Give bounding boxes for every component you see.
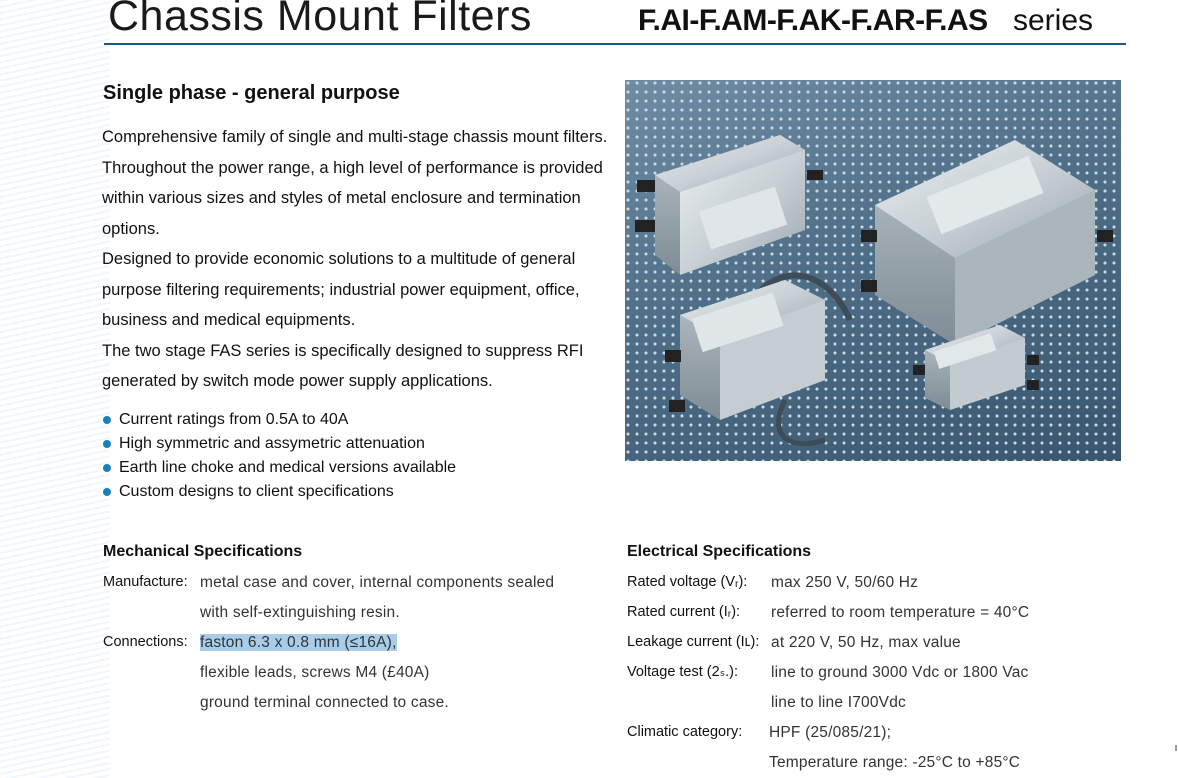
climatic-category-label: Climatic category:: [627, 724, 743, 740]
connections-line-1: [200, 634, 397, 652]
leakage-current-value: at 220 V, 50 Hz, max value: [771, 634, 961, 651]
bullet-dot-icon: [103, 416, 111, 424]
bullet-dot-icon: [103, 464, 111, 472]
intro-paragraph-3: The two stage FAS series is specifically designed to suppress RFI generated by switch mode power supply applications.: [102, 341, 584, 390]
voltage-test-value-2: line to line I700Vdc: [771, 694, 906, 711]
feature-text: Custom designs to client specifications: [119, 483, 394, 500]
leakage-current-label: Leakage current (Iʟ):: [627, 634, 760, 650]
manufacture-label: Manufacture:: [103, 574, 188, 590]
connections-label: Connections:: [103, 634, 188, 650]
filter-unit-3: [665, 275, 850, 443]
page-title: Chassis Mount Filters: [108, 0, 532, 40]
connections-line-3: ground terminal connected to case.: [200, 694, 449, 711]
product-photo: [625, 80, 1121, 461]
background-pattern: [0, 0, 110, 778]
filter-unit-2: [861, 140, 1113, 345]
rated-voltage-value: max 250 V, 50/60 Hz: [771, 574, 919, 591]
series-code: F.AI-F.AM-F.AK-F.AR-F.AS: [638, 4, 988, 37]
climatic-category-value: HPF (25/085/21);: [769, 724, 892, 741]
feature-item: [102, 432, 456, 456]
voltage-test-value-1: line to ground 3000 Vdc or 1800 Vac: [771, 664, 1029, 681]
filter-unit-4: [913, 325, 1039, 410]
filters-illustration: [625, 80, 1121, 461]
intro-heading: Single phase - general purpose: [103, 82, 400, 104]
manufacture-line-1: metal case and cover, internal components sealed: [200, 574, 555, 591]
series-word: series: [1013, 4, 1094, 37]
mechanical-heading: Mechanical Specifications: [103, 543, 303, 560]
intro-text: [102, 122, 622, 397]
selected-text-highlight[interactable]: faston 6.3 x 0.8 mm (≤16A),: [200, 634, 397, 651]
rated-voltage-label: Rated voltage (Vᵣ):: [627, 574, 748, 590]
temperature-range-value: Temperature range: -25°C to +85°C: [769, 754, 1021, 771]
feature-item: [102, 456, 456, 480]
bullet-dot-icon: [103, 440, 111, 448]
filter-unit-1: [635, 135, 823, 275]
connections-line-2: flexible leads, screws M4 (£40A): [200, 664, 430, 681]
header-rule: [104, 43, 1126, 45]
feature-item: [102, 408, 456, 432]
feature-text: Current ratings from 0.5A to 40A: [119, 411, 349, 428]
feature-item: [102, 480, 456, 504]
page-header: [0, 0, 1178, 50]
feature-list: [102, 408, 456, 504]
edge-mark: [1175, 745, 1177, 751]
voltage-test-label: Voltage test (2ₛ.):: [627, 664, 738, 680]
manufacture-line-2: with self-extinguishing resin.: [200, 604, 400, 621]
intro-paragraph-1: Comprehensive family of single and multi-stage chassis mount filters. Throughout the power range, a high level of performance is provided within various sizes and styles of metal enclosure and termination options.: [102, 128, 608, 238]
rated-current-label: Rated current (Iᵣ):: [627, 604, 741, 620]
feature-text: Earth line choke and medical versions available: [119, 459, 457, 476]
rated-current-value: referred to room temperature = 40°C: [771, 604, 1030, 621]
feature-text: High symmetric and assymetric attenuation: [119, 435, 425, 452]
electrical-heading: Electrical Specifications: [627, 543, 812, 560]
bullet-dot-icon: [103, 488, 111, 496]
intro-paragraph-2: Designed to provide economic solutions to a multitude of general purpose filtering requirements; industrial power equipment, office, business and medical equipments.: [102, 250, 580, 329]
